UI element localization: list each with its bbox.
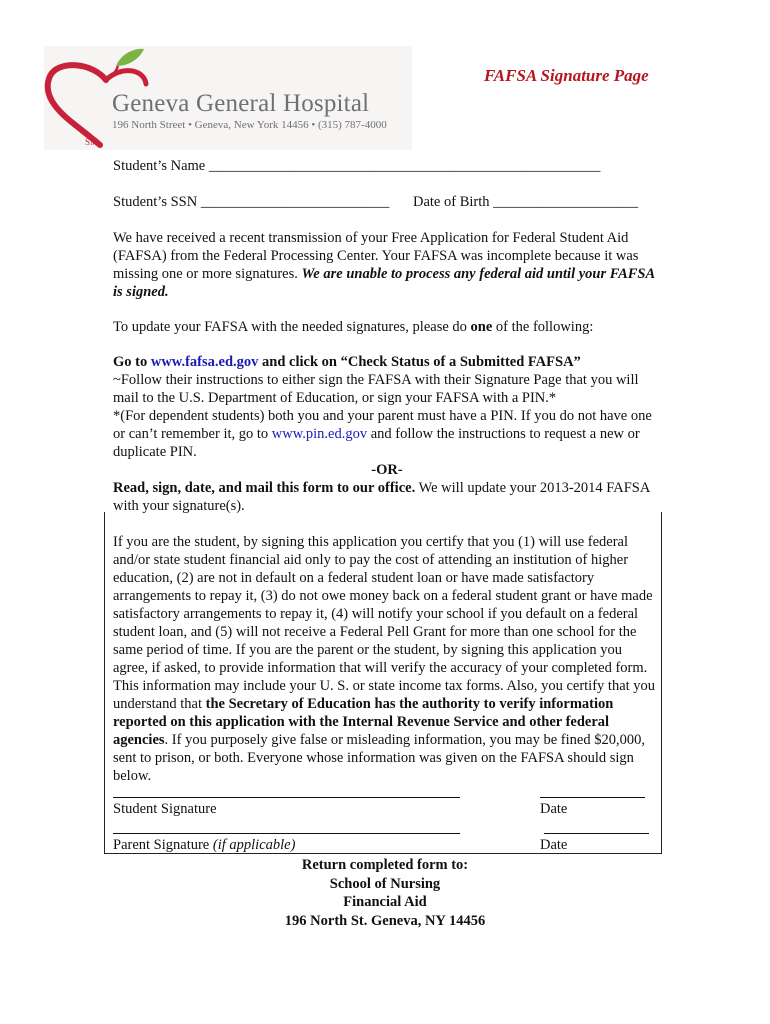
date-of-birth-field[interactable]: Date of Birth ____________________ — [413, 194, 639, 210]
cert-bold: the Secretary of Education has the authority to verify information reported on this application with the Internal Revenue Service and other federal agencies — [113, 696, 614, 748]
intro-text: We have received a recent transmission of your Free Application for Federal Student Aid (FAFSA) from the Federal Processing Center. Your FAFSA was incomplete because it was missing one or more signatures. — [113, 230, 639, 282]
parent-signature-line[interactable] — [113, 833, 460, 834]
option1-note-post: and follow the instructions to request a new or duplicate PIN. — [113, 426, 640, 460]
certification-text — [113, 533, 658, 785]
option2-rest: We will update your 2013-2014 FAFSA with your signature(s). — [113, 480, 650, 514]
student-signature-label: Student Signature — [113, 801, 217, 817]
fafsa-link[interactable]: www.fafsa.ed.gov — [150, 354, 259, 370]
hospital-address: 196 North Street • Geneva, New York 14456 • (315) 787-4000 — [112, 119, 387, 131]
lead-post: of the following: — [492, 319, 594, 335]
option-two — [113, 479, 661, 515]
return-line4: 196 North St. Geneva, NY 14456 — [284, 912, 486, 929]
pin-link[interactable]: www.pin.ed.gov — [271, 426, 368, 442]
return-line3: Financial Aid — [343, 894, 427, 910]
student-ssn-field[interactable]: Student’s SSN __________________________ — [113, 194, 390, 210]
form-title: FAFSA Signature Page — [484, 66, 649, 85]
or-divider: -OR- — [371, 462, 403, 478]
parent-date-label: Date — [540, 837, 568, 853]
return-line2: School of Nursing — [329, 875, 441, 892]
hospital-logo — [44, 46, 412, 150]
lead-bold: one — [470, 319, 493, 335]
instructions-lead — [113, 318, 661, 336]
intro-emphasis: We are unable to process any federal aid until your FAFSA is signed. — [113, 266, 655, 300]
student-name-field[interactable]: Student’s Name ______________________________________________________ — [113, 158, 601, 174]
intro-paragraph — [113, 229, 661, 301]
option-one — [113, 353, 661, 461]
parent-label-italic: (if applicable) — [212, 837, 296, 853]
student-signature-line[interactable] — [113, 797, 460, 798]
option1-follow: ~Follow their instructions to either sign the FAFSA with their Signature Page that you will mail to the U.S. Department of Education, or sign your FAFSA with a PIN.* — [113, 372, 639, 406]
cert-part2: . If you purposely give false or misleading information, you may be fined $20,000, sent to prison, or both. Everyone whose information was given on the FAFSA should sign below. — [113, 732, 645, 784]
option1-go: Go to — [113, 354, 151, 370]
student-date-label: Date — [540, 801, 568, 817]
parent-label-text: Parent Signature — [113, 837, 213, 853]
hospital-name: Geneva General Hospital — [112, 90, 370, 117]
parent-date-line[interactable] — [544, 833, 649, 834]
lead-text: To update your FAFSA with the needed signatures, please do — [113, 319, 471, 335]
parent-signature-label — [113, 837, 295, 854]
return-address — [230, 856, 540, 930]
option2-bold: Read, sign, date, and mail this form to our office. — [113, 480, 416, 496]
cert-part1: If you are the student, by signing this application you certify that you (1) will use federal and/or state student financial aid only to pay the cost of attending an institution of higher education, (2) are not in default on a federal student loan or have made satisfactory arrangements to repay it, (3) do not owe money back on a federal student grant or have made satisfactory arrangements to repay it, (4) will notify your school if you default on a federal student loan, and (5) will not receive a Federal Pell Grant for more than one school for the same period of time. If you are the parent or the student, by signing this application you agree, if asked, to provide information that will verify the accuracy of your completed form. This information may include your U. S. or state income tax forms. Also, you certify that you understand that — [113, 534, 656, 712]
student-date-line[interactable] — [540, 797, 645, 798]
service-mark: SM — [85, 137, 99, 147]
option1-click: and click on “Check Status of a Submitted FAFSA” — [258, 354, 581, 370]
option1-note: *(For dependent students) both you and your parent must have a PIN. If you do not have one or can’t remember it, go to — [113, 408, 652, 442]
return-line1: Return completed form to: — [301, 857, 469, 873]
